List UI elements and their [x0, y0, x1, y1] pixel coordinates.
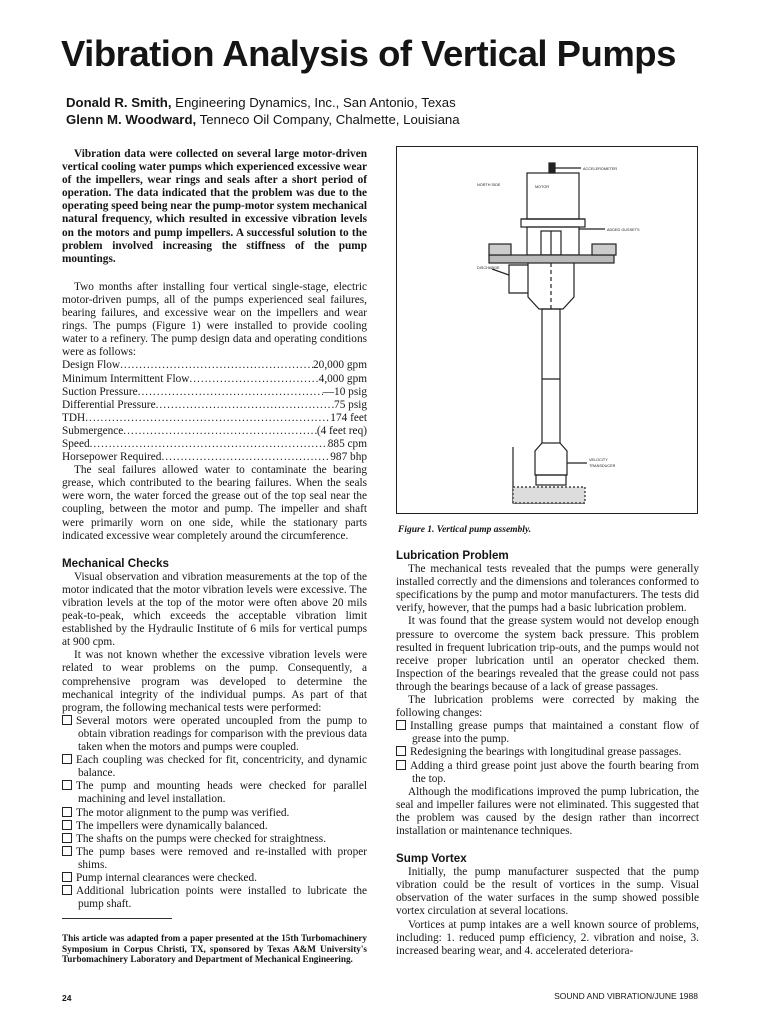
motor-flange — [521, 219, 585, 227]
condition-value: 885 cpm — [327, 437, 367, 450]
condition-label: Horsepower Required — [62, 451, 162, 464]
checkbox-icon — [62, 872, 72, 882]
seal-failure-paragraph: The seal failures allowed water to contaminate the bearing grease, which contributed to the bearing failures. When the seals were worn, the water forced the grease out of the top seal near the coupling, between the motor and pump. The impeller and shaft were primarily worn on one side, while the stationary parts indicated excessive wear completely around the circumference. — [62, 464, 367, 542]
dot-leader — [156, 399, 334, 412]
section-heading-lubrication-problem: Lubrication Problem — [396, 549, 509, 562]
checklist-item — [62, 754, 367, 780]
checklist-item-text: Additional lubrication points were installed to lubricate the pump shaft. — [76, 885, 367, 911]
checklist-item-text: Installing grease pumps that maintained a constant flow of grease into the pump. — [410, 720, 699, 746]
checkbox-icon — [62, 820, 72, 830]
design-condition-row — [62, 451, 367, 464]
checkbox-icon — [62, 715, 72, 725]
label-discharge: DISCHARGE — [477, 266, 500, 270]
checklist-item-text: The shafts on the pumps were checked for straightness. — [76, 832, 327, 845]
checkbox-icon — [396, 760, 406, 770]
accelerometer-sensor — [549, 163, 555, 173]
checklist-item — [396, 746, 699, 759]
mechanical-tests-list — [62, 715, 367, 911]
mechanical-checks-para-2: It was not known whether the excessive vibration levels were related to wear problems on the pump. Consequently, a comprehensive program was developed to determine the mechanical integrity of the individual pumps. As part of that program, the following mechanical tests were performed: — [62, 649, 367, 714]
condition-value: 174 feet — [330, 411, 367, 424]
dot-leader — [161, 451, 330, 464]
condition-label: Submergence — [62, 424, 124, 437]
figure-caption: Figure 1. Vertical pump assembly. — [398, 525, 532, 535]
checklist-item-text: Several motors were operated uncoupled from the pump to obtain vibration readings for comparison with the previous data taken when the motors and pumps were coupled. — [76, 714, 367, 754]
checklist-item-text: Redesigning the bearings with longitudinal grease passages. — [410, 746, 682, 759]
checklist-item — [62, 715, 367, 754]
label-velocity: VELOCITY — [589, 458, 608, 462]
checklist-item-text: The motor alignment to the pump was verified. — [76, 806, 290, 819]
condition-value: 75 psig — [334, 398, 367, 411]
checkbox-icon — [396, 720, 406, 730]
design-condition-row — [62, 438, 367, 451]
condition-value: 987 bhp — [330, 451, 367, 464]
checkbox-icon — [62, 807, 72, 817]
checklist-item — [62, 833, 367, 846]
label-transducer: TRANSDUCER — [589, 464, 616, 468]
condition-label: Design Flow — [62, 359, 121, 372]
checklist-item — [396, 760, 699, 786]
checklist-item-text: Pump internal clearances were checked. — [76, 871, 257, 884]
label-added-gussets: ADDED GUSSETS — [607, 228, 640, 232]
checklist-item — [62, 872, 367, 885]
checklist-item — [62, 820, 367, 833]
dot-leader — [90, 438, 328, 451]
intro-paragraph: Two months after installing four vertical single-stage, electric motor-driven pumps, all of the pumps experienced seal failures, bearing failures, and excessive wear on the impellers and wear rings. The pumps (Figure 1) were installed to provide cooling water to a refinery. The pump design data and operating conditions were as follows: — [62, 280, 367, 359]
checklist-item — [62, 807, 367, 820]
base-plate — [489, 255, 614, 263]
mechanical-checks-para-1: Visual observation and vibration measurements at the top of the motor indicated that the motor vibration levels were excessive. The vibration levels at the top of the motor were often above 20 mils peak-to-peak, which exceeds the acceptable vibration limit established by the Hydraulic Institute of 6 mils for vertical pumps at 900 cpm. — [62, 570, 367, 649]
footnote-rule — [62, 918, 172, 919]
page-number: 24 — [62, 993, 72, 1003]
pump-column — [542, 309, 560, 443]
checklist-item — [62, 780, 367, 806]
abstract-text: Vibration data were collected on several large motor-driven vertical cooling water pumps which experienced excessive wear of the impellers, wear rings and seals after a short period of operation. The data indicated that the problem was due to the operating speed being near the pump-motor system mechanical natural frequency, which resulted in excessive vibration levels on the motors and pump impellers. A successful solution to the problem involved increasing the stiffness of the pump mountings. — [62, 148, 367, 265]
checklist-item-text: The impellers were dynamically balanced. — [76, 819, 268, 832]
author-line-2 — [66, 112, 460, 127]
checklist-item — [62, 885, 367, 911]
label-accelerometer: ACCELEROMETER — [583, 167, 618, 171]
condition-value: —10 psig — [322, 385, 367, 398]
condition-value: 4,000 gpm — [318, 372, 367, 385]
lubrication-para-4: Although the modifications improved the pump lubrication, the seal and impeller failures were not eliminated. This suggested that the problem was caused by the design rather than incorrect installation or maintenance techniques. — [396, 785, 699, 837]
design-condition-row — [62, 373, 367, 386]
section-heading-sump-vortex: Sump Vortex — [396, 852, 467, 866]
author-line-1 — [66, 95, 456, 110]
lubrication-para-3: The lubrication problems were corrected by making the following changes: — [396, 694, 699, 720]
author-affiliation: Tenneco Oil Company, Chalmette, Louisiana — [196, 112, 460, 127]
suction-bell — [536, 475, 566, 485]
right-column — [396, 549, 699, 958]
discharge-nozzle — [509, 265, 528, 293]
pump-assembly-diagram — [397, 147, 697, 513]
lubrication-changes-list — [396, 720, 699, 785]
checklist-item — [396, 720, 699, 746]
sump-floor — [513, 487, 585, 503]
design-conditions-list — [62, 359, 367, 464]
label-north-side: NORTH SIDE — [477, 183, 501, 187]
condition-label: Speed — [62, 437, 90, 450]
article-title: Vibration Analysis of Vertical Pumps — [61, 33, 676, 74]
checklist-item-text: The pump bases were removed and re-installed with proper shims. — [76, 845, 367, 871]
mounting-block-left — [489, 244, 511, 255]
footnote: This article was adapted from a paper presented at the 15th Turbomachinery Symposium in Corpus Christi, TX, sponsored by Texas A&M University's Turbomachinery Laboratory and Department of Mechanical Engineering. — [62, 933, 367, 965]
condition-value: (4 feet req) — [316, 424, 367, 437]
motor-body — [527, 173, 579, 219]
checkbox-icon — [396, 746, 406, 756]
checkbox-icon — [62, 833, 72, 843]
dot-leader — [123, 425, 317, 438]
dot-leader — [189, 373, 318, 386]
design-condition-row — [62, 399, 367, 412]
condition-label: Suction Pressure — [62, 385, 138, 398]
sump-vortex-para-1: Initially, the pump manufacturer suspected that the pump vibration could be the result of vortices in the sump. Visual observation of the water surfaces in the sump showed possible vortex circulation at several locations. — [396, 866, 699, 918]
design-condition-row — [62, 386, 367, 399]
checklist-item-text: Adding a third grease point just above the fourth bearing from the top. — [410, 759, 699, 785]
dot-leader — [85, 412, 330, 425]
design-condition-row — [62, 359, 367, 372]
author-name: Glenn M. Woodward, — [66, 112, 197, 127]
journal-footer: SOUND AND VIBRATION/JUNE 1988 — [554, 991, 698, 1001]
lubrication-para-2: It was found that the grease system would not develop enough pressure to overcome the system back pressure. This problem resulted in frequent lubrication trip-outs, and the pumps would not receive proper lubrication until an operator checked them. Inspection of the bearings revealed that the grease could not pass through the bearings because of a lack of grease passages. — [396, 615, 699, 693]
sump-vortex-para-2: Vortices at pump intakes are a well known source of problems, including: 1. reduced pump efficiency, 2. vibration and noise, 3. increased bearing wear, and 4. accelerated deteriora- — [396, 918, 699, 957]
design-condition-row — [62, 412, 367, 425]
checkbox-icon — [62, 754, 72, 764]
mounting-block-right — [592, 244, 616, 255]
pump-bowl — [535, 443, 567, 475]
author-name: Donald R. Smith, — [66, 95, 172, 110]
author-affiliation: Engineering Dynamics, Inc., San Antonio, Texas — [171, 95, 456, 110]
checkbox-icon — [62, 780, 72, 790]
condition-label: Differential Pressure — [62, 398, 156, 411]
checkbox-icon — [62, 885, 72, 895]
checkbox-icon — [62, 846, 72, 856]
dot-leader — [138, 386, 323, 399]
condition-label: TDH — [62, 411, 86, 424]
left-column — [62, 148, 367, 911]
condition-value: 20,000 gpm — [313, 359, 367, 372]
lubrication-para-1: The mechanical tests revealed that the pumps were generally installed correctly and the dimensions and tolerances conformed to specifications by the pump and motor manufacturers. The tests did verify, however, that the pumps had a basic lubrication problem. — [396, 563, 699, 615]
checklist-item-text: Each coupling was checked for fit, concentricity, and dynamic balance. — [76, 754, 367, 780]
abstract — [62, 148, 367, 266]
design-condition-row — [62, 425, 367, 438]
figure-pump-assembly — [396, 146, 698, 514]
section-heading-mechanical-checks: Mechanical Checks — [62, 556, 169, 570]
dot-leader — [120, 359, 313, 372]
checklist-item-text: The pump and mounting heads were checked for parallel machining and level installation. — [76, 780, 367, 806]
checklist-item — [62, 846, 367, 872]
condition-label: Minimum Intermittent Flow — [62, 372, 190, 385]
label-motor: MOTOR — [535, 185, 550, 189]
